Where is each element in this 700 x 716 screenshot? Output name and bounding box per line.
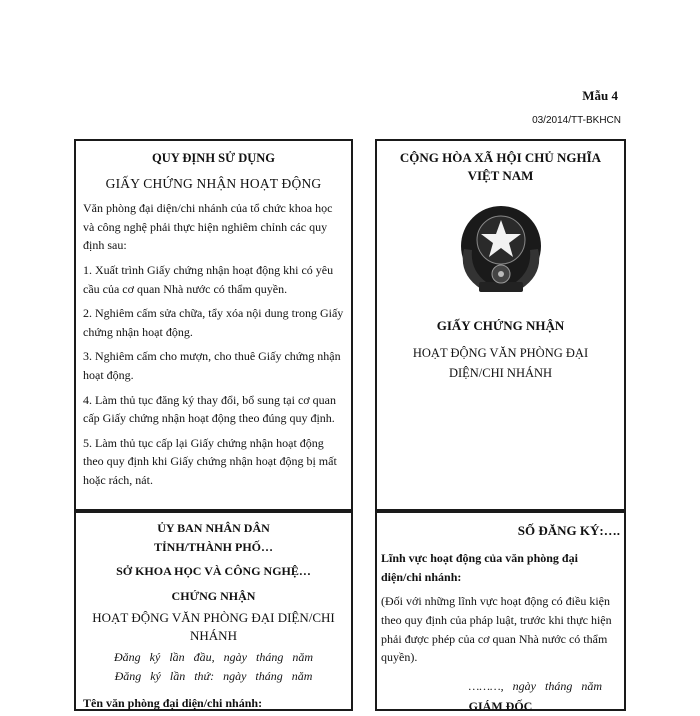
activity-heading: HOẠT ĐỘNG VĂN PHÒNG ĐẠI DIỆN/CHI NHÁNH xyxy=(92,610,335,643)
certificate-subtitle: HOẠT ĐỘNG VĂN PHÒNG ĐẠI DIỆN/CHI NHÁNH xyxy=(412,346,589,380)
registration-number: SỐ ĐĂNG KÝ:…. xyxy=(517,523,620,538)
rule-item: 1. Xuất trình Giấy chứng nhận hoạt động khi có yêu cầu của cơ quan Nhà nước có thẩm quyền. xyxy=(83,263,334,296)
rules-intro: Văn phòng đại diện/chi nhánh của tổ chức khoa học và công nghệ phải thực hiện nghiêm chỉnh các quy định sau: xyxy=(83,201,333,253)
director-title: GIÁM ĐỐC xyxy=(468,699,533,714)
rule-item: 5. Làm thủ tục cấp lại Giấy chứng nhận hoạt động theo quy định khi Giấy chứng nhận hoạt động bị mất hoặc rách, nát. xyxy=(83,435,337,488)
office-name-label: Tên văn phòng đại diện/chi nhánh: xyxy=(83,695,263,710)
detail-panel xyxy=(375,511,626,714)
rules-subtitle: GIẤY CHỨNG NHẬN HOẠT ĐỘNG xyxy=(105,176,322,192)
certificate-title: GIẤY CHỨNG NHẬN xyxy=(436,318,565,334)
signing-date: ………, ngày tháng năm xyxy=(468,678,602,693)
circular-number: 03/2014/TT-BKHCN xyxy=(532,115,621,126)
activity-field-label: Lĩnh vực hoạt động của văn phòng đại diện/chi nhánh: xyxy=(381,551,578,584)
committee-name: ỦY BAN NHÂN DÂN xyxy=(157,521,270,535)
country-name: CỘNG HÒA XÃ HỘI CHỦ NGHĨA VIỆT NAM xyxy=(399,150,602,183)
department-name: SỞ KHOA HỌC VÀ CÔNG NGHỆ… xyxy=(116,564,311,579)
certifies-heading: CHỨNG NHẬN xyxy=(171,588,256,603)
activity-note: (Đối với những lĩnh vực hoạt động có điều kiện theo quy định của pháp luật, trước khi thực hiện phải được phép của cơ quan Nhà nước có thẩm quyền). xyxy=(381,594,612,665)
issuer-panel xyxy=(74,511,353,711)
rule-item: 3. Nghiêm cấm cho mượn, cho thuê Giấy chứng nhận hoạt động. xyxy=(83,349,341,383)
province-name: TỈNH/THÀNH PHỐ… xyxy=(153,539,273,554)
rules-panel xyxy=(74,139,353,511)
national-emblem-icon xyxy=(446,194,556,304)
cover-panel xyxy=(375,139,626,511)
rule-item: 2. Nghiêm cấm sửa chữa, tẩy xóa nội dung trong Giấy chứng nhận hoạt động. xyxy=(83,306,344,339)
first-registration: Đăng ký lần đầu, ngày tháng năm xyxy=(114,650,313,665)
nth-registration: Đăng ký lần thứ: ngày tháng năm xyxy=(114,669,313,684)
rules-title: QUY ĐỊNH SỬ DỤNG xyxy=(151,151,276,165)
rule-item: 4. Làm thủ tục đăng ký thay đổi, bổ sung tại cơ quan cấp Giấy chứng nhận hoạt động theo đúng quy định. xyxy=(83,392,336,426)
form-number: Mẫu 4 xyxy=(582,88,618,103)
